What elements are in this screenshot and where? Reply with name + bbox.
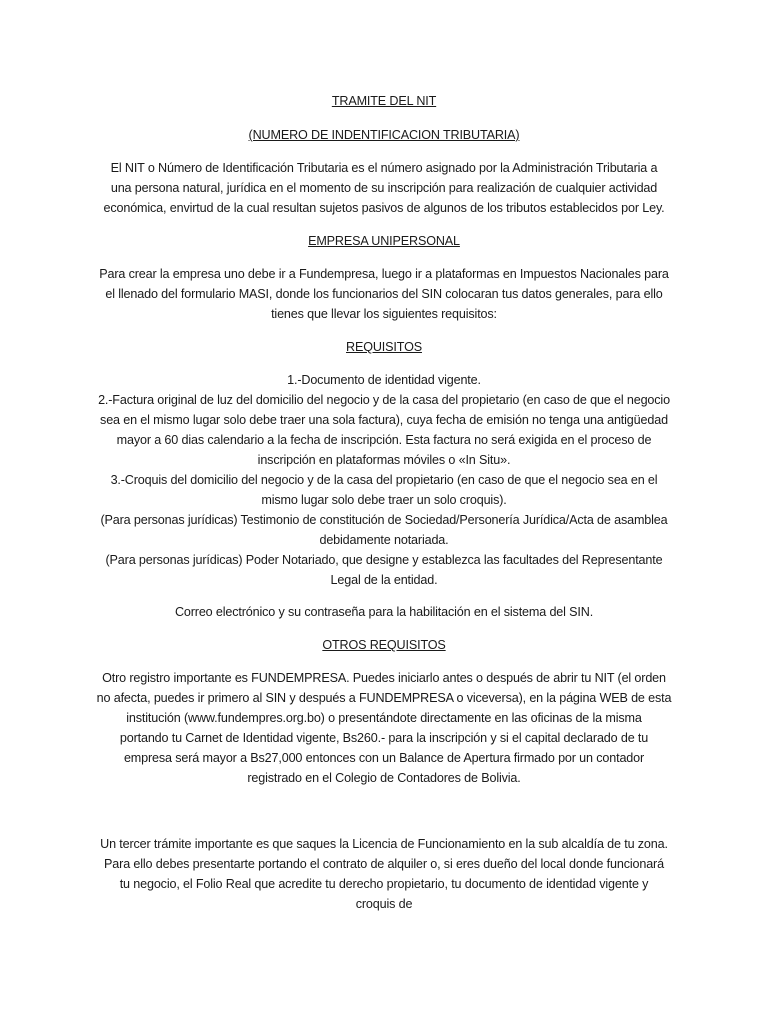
otros-line: Otro registro importante es FUNDEMPRESA. Puedes iniciarlo antes o después de abrir tu NIT (el orden: [102, 671, 666, 685]
requisito-item: 3.-Croquis del domicilio del negocio y de la casa del propietario (en caso de que el negocio sea en el: [110, 473, 658, 487]
intro-paragraph: [84, 158, 684, 218]
requisito-item: (Para personas jurídicas) Poder Notariado, que designe y establezca las facultades del Representante: [105, 553, 663, 567]
otros-line: portando tu Carnet de Identidad vigente, Bs260.- para la inscripción y si el capital declarado de tu: [119, 731, 649, 745]
heading-otros-requisitos: OTROS REQUISITOS: [322, 638, 446, 652]
document-subtitle: (NUMERO DE INDENTIFICACION TRIBUTARIA): [248, 128, 520, 142]
requisito-item: (Para personas jurídicas) Testimonio de constitución de Sociedad/Personería Jurídica/Acta de asamblea: [100, 513, 668, 527]
intro-line: El NIT o Número de Identificación Tributaria es el número asignado por la Administración Tributaria a: [110, 161, 658, 175]
licencia-line: Para ello debes presentarte portando el contrato de alquiler o, si eres dueño del local donde funcionará: [104, 857, 664, 871]
licencia-line: tu negocio, el Folio Real que acredite tu derecho propietario, tu documento de identidad vigente y: [119, 877, 649, 891]
otros-paragraph: [84, 668, 684, 788]
licencia-line: croquis de: [355, 897, 413, 911]
licencia-paragraph: [84, 834, 684, 914]
correo-line: Correo electrónico y su contraseña para la habilitación en el sistema del SIN.: [174, 605, 594, 619]
requisito-item: mayor a 60 dias calendario a la fecha de inscripción. Esta factura no será exigida en el proceso de: [116, 433, 652, 447]
requisito-item: sea en el mismo lugar solo debe traer una sola factura), cuya fecha de emisión no tenga una antigüedad: [100, 413, 668, 427]
empresa-line: tienes que llevar los siguientes requisitos:: [271, 307, 497, 321]
empresa-line: Para crear la empresa uno debe ir a Fundempresa, luego ir a plataformas en Impuestos Nacionales para: [99, 267, 669, 281]
intro-line: una persona natural, jurídica en el momento de su inscripción para realización de cualquier actividad: [110, 181, 658, 195]
requisito-item: mismo lugar solo debe traer un solo croquis).: [261, 493, 507, 507]
intro-line: económica, envirtud de la cual resultan sujetos pasivos de algunos de los tributos establecidos por Ley.: [103, 201, 665, 215]
heading-requisitos: REQUISITOS: [346, 340, 422, 354]
requisito-item: inscripción en plataformas móviles o «In Situ».: [257, 453, 511, 467]
requisitos-list: [84, 370, 684, 590]
otros-line: registrado en el Colegio de Contadores de Bolivia.: [247, 771, 521, 785]
requisito-item: 2.-Factura original de luz del domicilio del negocio y de la casa del propietario (en caso de que el negocio: [98, 393, 670, 407]
requisito-item: debidamente notariada.: [319, 533, 449, 547]
requisito-item: 1.-Documento de identidad vigente.: [287, 373, 481, 387]
licencia-line: Un tercer trámite importante es que saques la Licencia de Funcionamiento en la sub alcaldía de tu zona.: [100, 837, 668, 851]
empresa-paragraph: [84, 264, 684, 324]
otros-line: no afecta, puedes ir primero al SIN y después a FUNDEMPRESA o viceversa), en la página WEB de esta: [96, 691, 672, 705]
heading-empresa-unipersonal: EMPRESA UNIPERSONAL: [308, 234, 460, 248]
otros-line: empresa será mayor a Bs27,000 entonces con un Balance de Apertura firmado por un contador: [123, 751, 645, 765]
otros-line: institución (www.fundempres.org.bo) o presentándote directamente en las oficinas de la misma: [126, 711, 642, 725]
empresa-line: el llenado del formulario MASI, donde los funcionarios del SIN colocaran tus datos generales, para ello: [105, 287, 663, 301]
document-title: TRAMITE DEL NIT: [331, 94, 437, 108]
requisito-item: Legal de la entidad.: [330, 573, 438, 587]
